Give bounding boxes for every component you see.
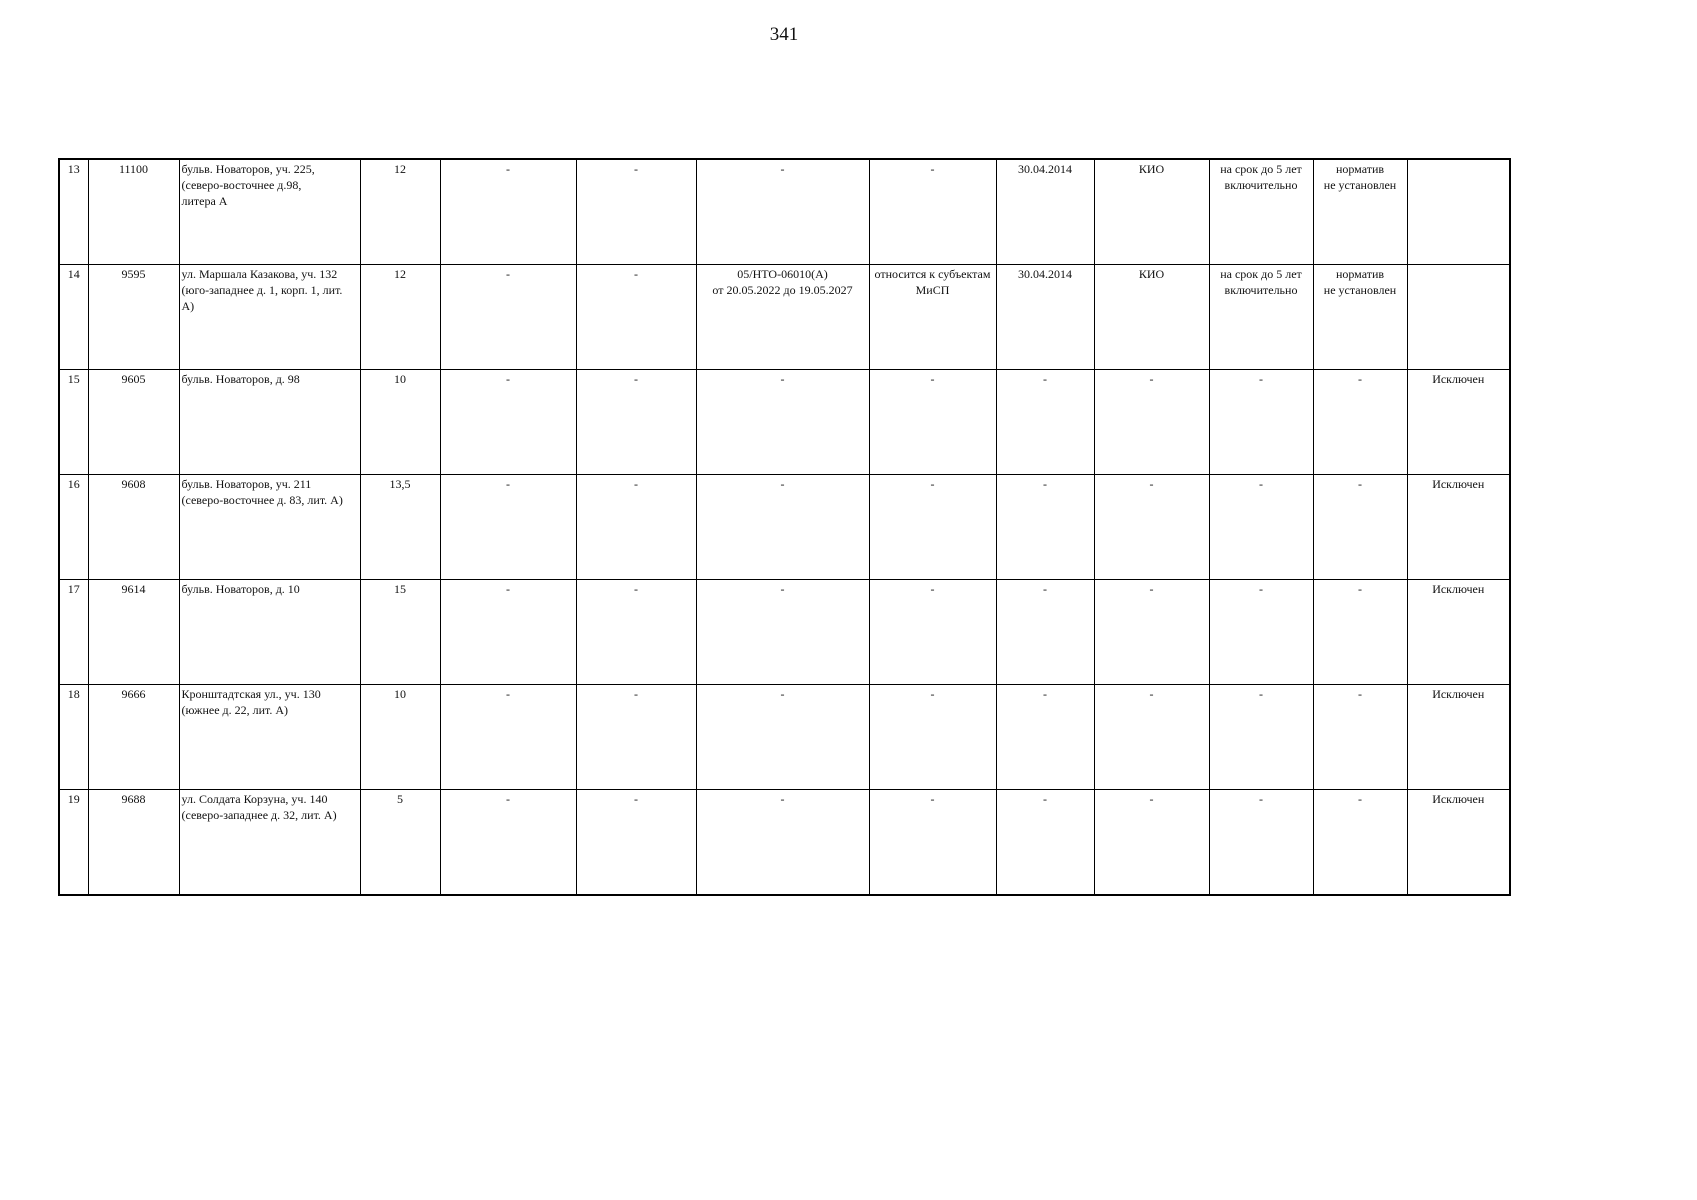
norm-cell: - <box>1313 370 1407 475</box>
date-cell: 30.04.2014 <box>996 159 1094 265</box>
column-6-cell: - <box>576 265 696 370</box>
term-cell: - <box>1209 685 1313 790</box>
object-id-cell: 9605 <box>88 370 179 475</box>
norm-cell: - <box>1313 790 1407 896</box>
table-row <box>59 475 1510 580</box>
column-5-cell: - <box>440 790 576 896</box>
area-cell: 12 <box>360 159 440 265</box>
table-row <box>59 580 1510 685</box>
smb-status-cell: - <box>869 159 996 265</box>
contract-cell: - <box>696 370 869 475</box>
note-cell: Исключен <box>1407 790 1510 896</box>
term-cell: - <box>1209 580 1313 685</box>
table-row <box>59 159 1510 265</box>
smb-status-cell: относится к субъектам МиСП <box>869 265 996 370</box>
contract-cell: - <box>696 790 869 896</box>
address-cell: бульв. Новаторов, уч. 225, (северо-восточнее д.98, литера А <box>179 159 360 265</box>
address-cell: ул. Солдата Корзуна, уч. 140 (северо-западнее д. 32, лит. А) <box>179 790 360 896</box>
term-cell: - <box>1209 370 1313 475</box>
smb-status-cell: - <box>869 685 996 790</box>
contract-cell: - <box>696 580 869 685</box>
row-number-cell: 16 <box>59 475 88 580</box>
row-number-cell: 13 <box>59 159 88 265</box>
address-cell: бульв. Новаторов, д. 10 <box>179 580 360 685</box>
area-cell: 13,5 <box>360 475 440 580</box>
row-number-cell: 15 <box>59 370 88 475</box>
object-id-cell: 9608 <box>88 475 179 580</box>
area-cell: 10 <box>360 685 440 790</box>
date-cell: - <box>996 685 1094 790</box>
date-cell: 30.04.2014 <box>996 265 1094 370</box>
organization-cell: КИО <box>1094 265 1209 370</box>
address-cell: Кронштадтская ул., уч. 130 (южнее д. 22, лит. А) <box>179 685 360 790</box>
column-5-cell: - <box>440 370 576 475</box>
column-6-cell: - <box>576 370 696 475</box>
contract-cell: - <box>696 685 869 790</box>
registry-table <box>58 158 1511 896</box>
norm-cell: - <box>1313 475 1407 580</box>
term-cell: - <box>1209 475 1313 580</box>
note-cell: Исключен <box>1407 685 1510 790</box>
note-cell: Исключен <box>1407 475 1510 580</box>
object-id-cell: 9614 <box>88 580 179 685</box>
organization-cell: - <box>1094 580 1209 685</box>
object-id-cell: 9666 <box>88 685 179 790</box>
norm-cell: норматив не установлен <box>1313 265 1407 370</box>
norm-cell: норматив не установлен <box>1313 159 1407 265</box>
area-cell: 5 <box>360 790 440 896</box>
object-id-cell: 9595 <box>88 265 179 370</box>
object-id-cell: 9688 <box>88 790 179 896</box>
column-5-cell: - <box>440 159 576 265</box>
row-number-cell: 19 <box>59 790 88 896</box>
smb-status-cell: - <box>869 475 996 580</box>
norm-cell: - <box>1313 580 1407 685</box>
row-number-cell: 17 <box>59 580 88 685</box>
column-5-cell: - <box>440 685 576 790</box>
column-6-cell: - <box>576 685 696 790</box>
organization-cell: - <box>1094 475 1209 580</box>
page-number: 341 <box>769 24 799 45</box>
address-cell: бульв. Новаторов, уч. 211 (северо-восточнее д. 83, лит. А) <box>179 475 360 580</box>
organization-cell: - <box>1094 685 1209 790</box>
contract-cell: - <box>696 475 869 580</box>
note-cell <box>1407 159 1510 265</box>
contract-cell: - <box>696 159 869 265</box>
smb-status-cell: - <box>869 370 996 475</box>
row-number-cell: 18 <box>59 685 88 790</box>
organization-cell: КИО <box>1094 159 1209 265</box>
area-cell: 15 <box>360 580 440 685</box>
date-cell: - <box>996 790 1094 896</box>
table-row <box>59 370 1510 475</box>
column-6-cell: - <box>576 475 696 580</box>
note-cell <box>1407 265 1510 370</box>
column-6-cell: - <box>576 790 696 896</box>
contract-cell: 05/НТО-06010(А) от 20.05.2022 до 19.05.2027 <box>696 265 869 370</box>
table-row <box>59 790 1510 896</box>
organization-cell: - <box>1094 790 1209 896</box>
address-cell: бульв. Новаторов, д. 98 <box>179 370 360 475</box>
area-cell: 12 <box>360 265 440 370</box>
date-cell: - <box>996 370 1094 475</box>
term-cell: - <box>1209 790 1313 896</box>
column-5-cell: - <box>440 580 576 685</box>
table-row <box>59 265 1510 370</box>
term-cell: на срок до 5 лет включительно <box>1209 265 1313 370</box>
organization-cell: - <box>1094 370 1209 475</box>
note-cell: Исключен <box>1407 580 1510 685</box>
note-cell: Исключен <box>1407 370 1510 475</box>
date-cell: - <box>996 475 1094 580</box>
smb-status-cell: - <box>869 790 996 896</box>
table-row <box>59 685 1510 790</box>
term-cell: на срок до 5 лет включительно <box>1209 159 1313 265</box>
date-cell: - <box>996 580 1094 685</box>
column-6-cell: - <box>576 580 696 685</box>
norm-cell: - <box>1313 685 1407 790</box>
smb-status-cell: - <box>869 580 996 685</box>
column-5-cell: - <box>440 265 576 370</box>
area-cell: 10 <box>360 370 440 475</box>
address-cell: ул. Маршала Казакова, уч. 132 (юго-западнее д. 1, корп. 1, лит. А) <box>179 265 360 370</box>
row-number-cell: 14 <box>59 265 88 370</box>
column-5-cell: - <box>440 475 576 580</box>
table-body <box>59 159 1510 895</box>
object-id-cell: 11100 <box>88 159 179 265</box>
column-6-cell: - <box>576 159 696 265</box>
